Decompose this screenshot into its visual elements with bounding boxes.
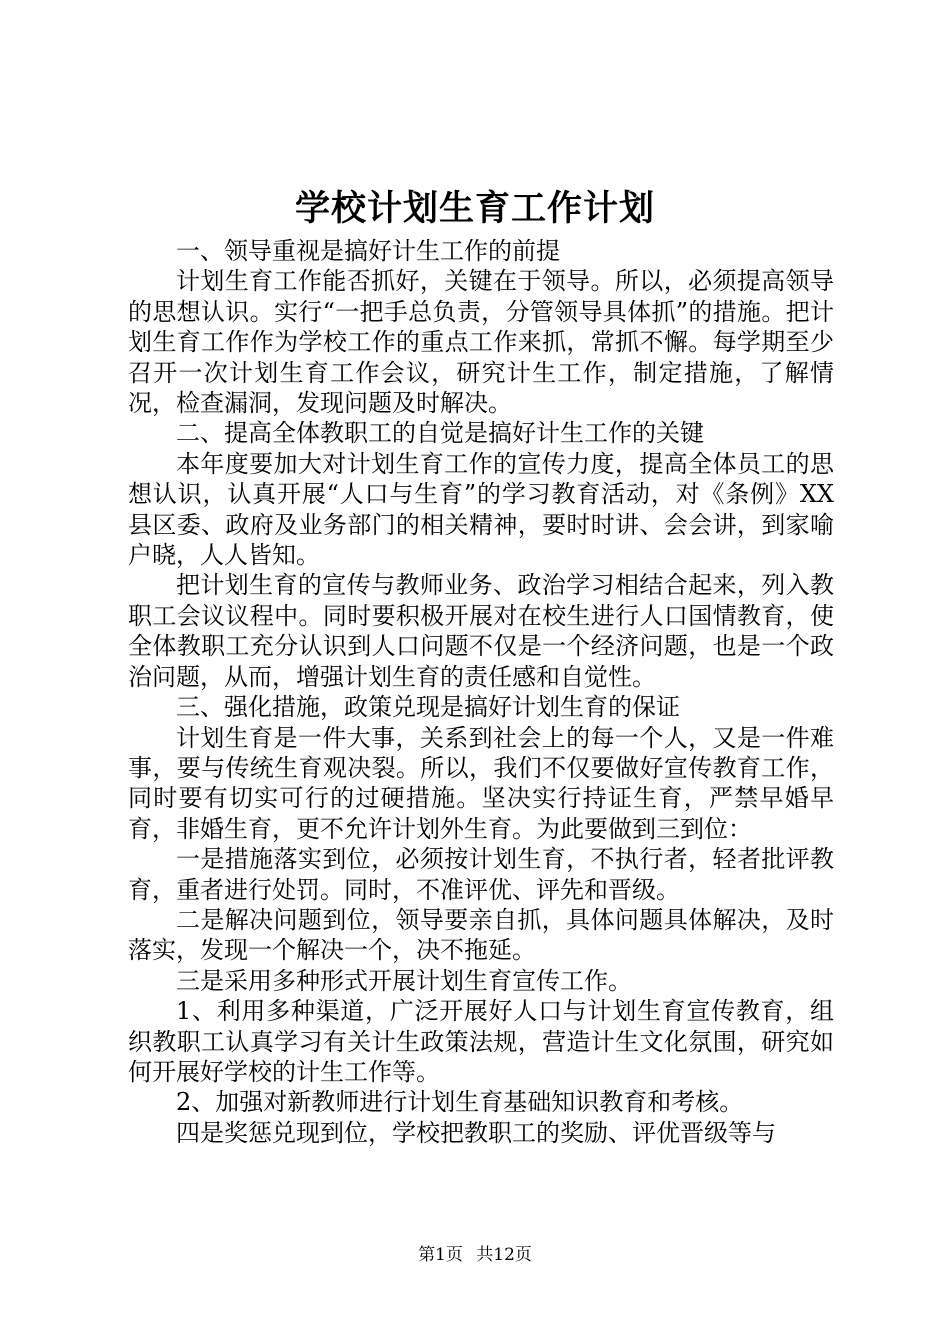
paragraph: 1、利用多种渠道，广泛开展好人口与计划生育宣传教育，组织教职工认真学习有关计生政策法规，营造计生文化氛围，研究如何开展好学校的计生工作等。 bbox=[128, 997, 834, 1086]
section-heading: 二、提高全体教职工的自觉是搞好计生工作的关键 bbox=[176, 419, 704, 448]
paragraph: 把计划生育的宣传与教师业务、政治学习相结合起来，列入教职工会议议程中。同时要积极开展对在校生进行人口国情教育，使全体教职工充分认识到人口问题不仅是一个经济问题，也是一个政治问题，从而，增强计划生育的责任感和自觉性。 bbox=[128, 571, 834, 691]
paragraph: 一是措施落实到位，必须按计划生育，不执行者，轻者批评教育，重者进行处罚。同时，不准评优、评先和晋级。 bbox=[128, 845, 834, 904]
paragraph: 二是解决问题到位，领导要亲自抓，具体问题具体解决，及时落实，发现一个解决一个，决不拖延。 bbox=[128, 905, 834, 965]
paragraph: 三是采用多种形式开展计划生育宣传工作。 bbox=[176, 966, 632, 995]
paragraph: 四是奖惩兑现到位，学校把教职工的奖励、评优晋级等与 bbox=[176, 1118, 776, 1147]
page-footer bbox=[0, 1244, 950, 1266]
paragraph: 2、加强对新教师进行计划生育基础知识教育和考核。 bbox=[176, 1088, 744, 1117]
paragraph: 计划生育工作能否抓好，关键在于领导。所以，必须提高领导的思想认识。实行“一把手总负责，分管领导具体抓”的措施。把计划生育工作作为学校工作的重点工作来抓，常抓不懈。每学期至少召开一次计划生育工作会议，研究计生工作，制定措施，了解情况，检查漏洞，发现问题及时解决。 bbox=[128, 267, 834, 418]
section-heading: 三、强化措施，政策兑现是搞好计划生育的保证 bbox=[176, 693, 680, 722]
document-body bbox=[128, 236, 834, 1148]
document-title: 学校计划生育工作计划 bbox=[294, 188, 655, 229]
paragraph: 本年度要加大对计划生育工作的宣传力度，提高全体员工的思想认识，认真开展“人口与生育”的学习教育活动，对《条例》XX县区委、政府及业务部门的相关精神，要时时讲、会会讲，到家喻户晓，人人皆知。 bbox=[128, 449, 834, 570]
page-number: 第1页 bbox=[418, 1245, 463, 1265]
page-total: 共12页 bbox=[476, 1245, 532, 1265]
paragraph: 计划生育是一件大事，关系到社会上的每一个人，又是一件难事，要与传统生育观决裂。所以，我们不仅要做好宣传教育工作，同时要有切实可行的过硬措施。坚决实行持证生育，严禁早婚早育，非婚生育，更不允许计划外生育。为此要做到三到位： bbox=[128, 723, 834, 843]
section-heading: 一、领导重视是搞好计生工作的前提 bbox=[176, 237, 560, 265]
